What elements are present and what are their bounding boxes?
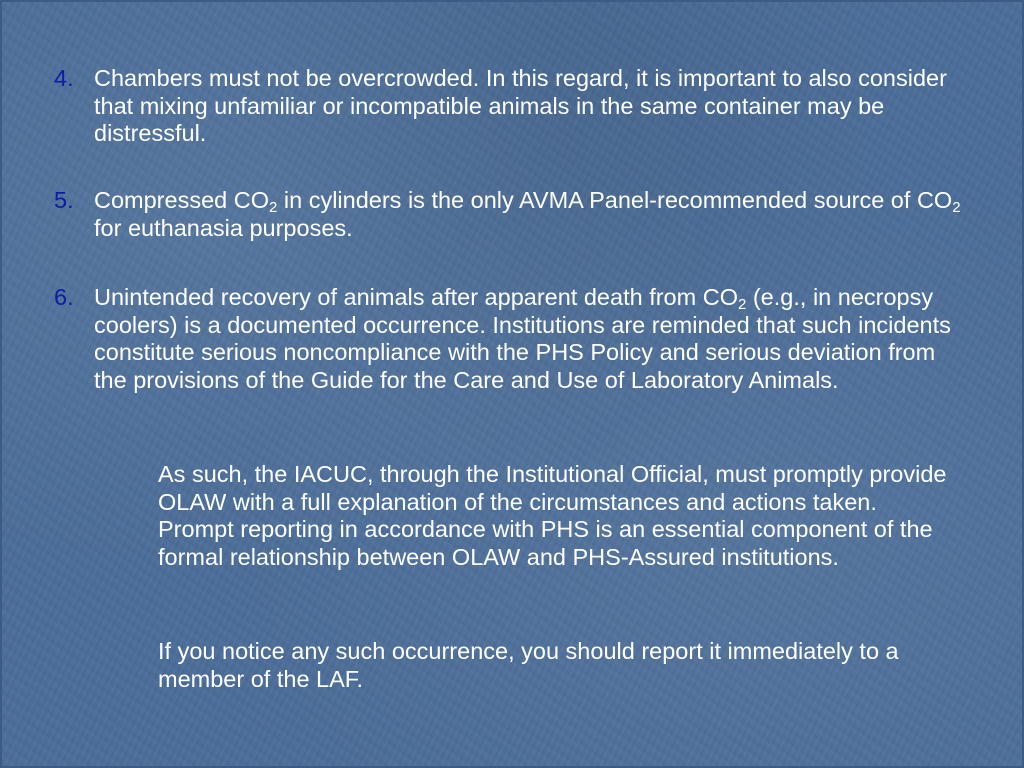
- text-fragment: Compressed CO: [94, 187, 269, 213]
- list-item-4: [54, 65, 974, 148]
- item-number: 5.: [54, 187, 74, 213]
- subscript: 2: [737, 296, 747, 313]
- paragraph-iacuc-reporting: As such, the IACUC, through the Institutional Official, must promptly provide OLAW with a full explanation of the circumstances and actions taken. Prompt reporting in accordance with PHS is an essential component of the formal relationship between OLAW and PHS-Assured institutions.: [158, 461, 947, 570]
- subscript: 2: [952, 199, 961, 216]
- item-text: Chambers must not be overcrowded. In this regard, it is important to also consider that mixing unfamiliar or incompatible animals in the same container may be distressful.: [94, 65, 947, 146]
- subscript: 2: [269, 199, 278, 216]
- item-number: 4.: [54, 65, 74, 91]
- list-item-5: [54, 187, 974, 242]
- text-fragment: for euthanasia purposes.: [94, 214, 353, 241]
- text-fragment: Unintended recovery of animals after apparent death from CO: [94, 284, 738, 310]
- paragraph-report-to-laf: If you notice any such occurrence, you should report it immediately to a member of the LAF.: [158, 638, 899, 692]
- item-text: [94, 187, 974, 242]
- item-text: [94, 284, 974, 394]
- list-item-6: [54, 284, 974, 394]
- text-fragment: in cylinders is the only AVMA Panel-recommended source of CO: [277, 187, 953, 213]
- text-fragment: (e.g., in necropsy coolers) is a documented occurrence. Institutions are reminded that such incidents constitute serious noncompliance with the PHS Policy and serious deviation from the provisions of the Guide for the Care and Use of Laboratory Animals.: [94, 284, 951, 393]
- item-number: 6.: [54, 284, 74, 310]
